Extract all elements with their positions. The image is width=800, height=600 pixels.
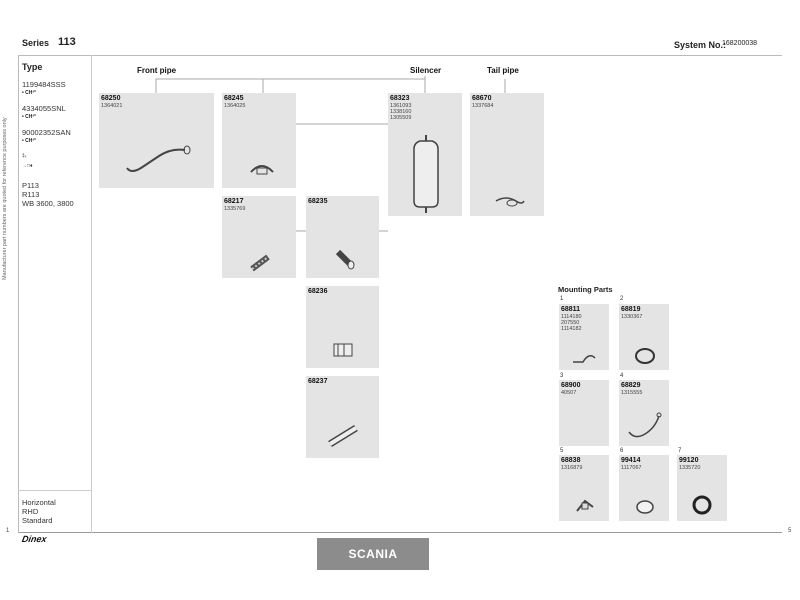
model-line: P113 xyxy=(22,181,39,190)
clamp-icon xyxy=(247,158,277,178)
mounting-card[interactable] xyxy=(619,455,669,521)
type-code-sub: • CH³° xyxy=(22,90,37,96)
mounting-index: 1 xyxy=(560,296,564,302)
type-code: 1199484SSS xyxy=(22,80,66,89)
part-card[interactable] xyxy=(222,196,296,278)
part-code: 1361093 xyxy=(390,103,412,109)
mounting-parts-title: Mounting Parts xyxy=(558,285,613,294)
part-number: 68811 xyxy=(561,306,581,313)
page-mark-right: 5 xyxy=(788,528,792,534)
sleeve-icon xyxy=(633,497,657,517)
model-line: R113 xyxy=(22,190,40,199)
orientation-line: Horizontal xyxy=(22,498,56,507)
type-code-sub: • CH³° xyxy=(22,138,37,144)
mounting-card[interactable] xyxy=(559,455,609,521)
part-card[interactable] xyxy=(306,196,379,278)
tail-pipe-icon xyxy=(492,191,528,211)
mounting-index: 5 xyxy=(560,448,564,454)
mounting-card[interactable] xyxy=(619,304,669,370)
part-number: 68237 xyxy=(308,378,328,385)
part-code: 1337684 xyxy=(472,103,494,109)
flex-pipe-icon xyxy=(248,251,274,273)
rubber-mount-icon xyxy=(573,495,597,517)
mounting-card[interactable] xyxy=(559,380,609,446)
part-code: 1315555 xyxy=(621,390,643,396)
joint-icon xyxy=(332,246,358,272)
type-misc-symbol: ‡ₓ xyxy=(22,153,27,159)
system-number-label: System No.: xyxy=(674,40,727,50)
silencer-icon xyxy=(406,135,446,213)
part-code: 1335769 xyxy=(224,206,246,212)
part-number: 99120 xyxy=(679,457,699,464)
part-number: 68838 xyxy=(561,457,581,464)
part-code: 1330367 xyxy=(621,314,643,320)
part-code: 1364025 xyxy=(224,103,246,109)
mounting-card[interactable] xyxy=(559,304,609,370)
part-card[interactable] xyxy=(306,286,379,368)
part-code: 1114182 xyxy=(561,326,582,332)
part-card[interactable] xyxy=(222,93,296,188)
mounting-index: 6 xyxy=(620,448,624,454)
type-misc-symbol: →□♦ xyxy=(22,163,33,169)
straight-pipe-icon xyxy=(324,420,364,450)
mounting-card[interactable] xyxy=(677,455,727,521)
mounting-index: 4 xyxy=(620,373,624,379)
group-label-tail-pipe: Tail pipe xyxy=(487,66,519,75)
type-code-sub: • CH³° xyxy=(22,114,37,120)
part-number: 68250 xyxy=(101,95,121,102)
mounting-index: 2 xyxy=(620,296,624,302)
side-disclaimer: Manufacturer part numbers are quoted for reference purposes only xyxy=(2,117,8,280)
mounting-index: 7 xyxy=(678,448,682,454)
part-code: 40507 xyxy=(561,390,577,396)
system-number-value: 168200038 xyxy=(722,40,758,47)
part-card[interactable] xyxy=(99,93,214,188)
series-label: Series xyxy=(22,38,50,48)
hanger-strap-icon xyxy=(625,410,665,442)
orientation-line: RHD xyxy=(22,507,39,516)
part-code: 1117067 xyxy=(621,465,642,471)
ring-clamp-icon xyxy=(633,346,657,366)
part-number: 68819 xyxy=(621,306,641,313)
mounting-index: 3 xyxy=(560,373,564,379)
part-number: 99414 xyxy=(621,457,641,464)
part-number: 68236 xyxy=(308,288,328,295)
page-mark-left: 1 xyxy=(6,528,10,534)
part-number: 68235 xyxy=(308,198,328,205)
part-number: 68217 xyxy=(224,198,244,205)
part-number: 68323 xyxy=(390,95,410,102)
model-line: WB 3600, 3800 xyxy=(22,199,74,208)
type-code: 4334055SNL xyxy=(22,104,66,113)
flange-icon xyxy=(330,338,358,362)
part-card[interactable] xyxy=(306,376,379,458)
group-label-silencer: Silencer xyxy=(410,66,442,75)
part-code: 1335720 xyxy=(679,465,701,471)
part-number: 68245 xyxy=(224,95,244,102)
part-code: 207550 xyxy=(561,320,580,326)
part-code: 1364021 xyxy=(101,103,123,109)
part-code: 1114180 xyxy=(561,314,582,320)
part-code: 1305509 xyxy=(390,115,412,121)
part-number: 68670 xyxy=(472,95,492,102)
group-label-front-pipe: Front pipe xyxy=(137,66,177,75)
part-card[interactable] xyxy=(470,93,544,216)
part-number: 68829 xyxy=(621,382,641,389)
part-card[interactable] xyxy=(388,93,462,216)
part-number: 68900 xyxy=(561,382,581,389)
mounting-card[interactable] xyxy=(619,380,669,446)
front-pipe-icon xyxy=(119,138,199,178)
band-clamp-icon xyxy=(690,493,714,517)
type-title: Type xyxy=(22,62,43,72)
orientation-line: Standard xyxy=(22,516,53,525)
part-code: 1338160 xyxy=(390,109,412,115)
dinex-logo: Dinex xyxy=(21,534,48,544)
bracket-icon xyxy=(571,350,597,366)
part-code: 1316879 xyxy=(561,465,583,471)
brand-tab: SCANIA xyxy=(317,538,429,570)
series-number: 113 xyxy=(58,36,76,48)
type-code: 90002352SAN xyxy=(22,128,71,137)
